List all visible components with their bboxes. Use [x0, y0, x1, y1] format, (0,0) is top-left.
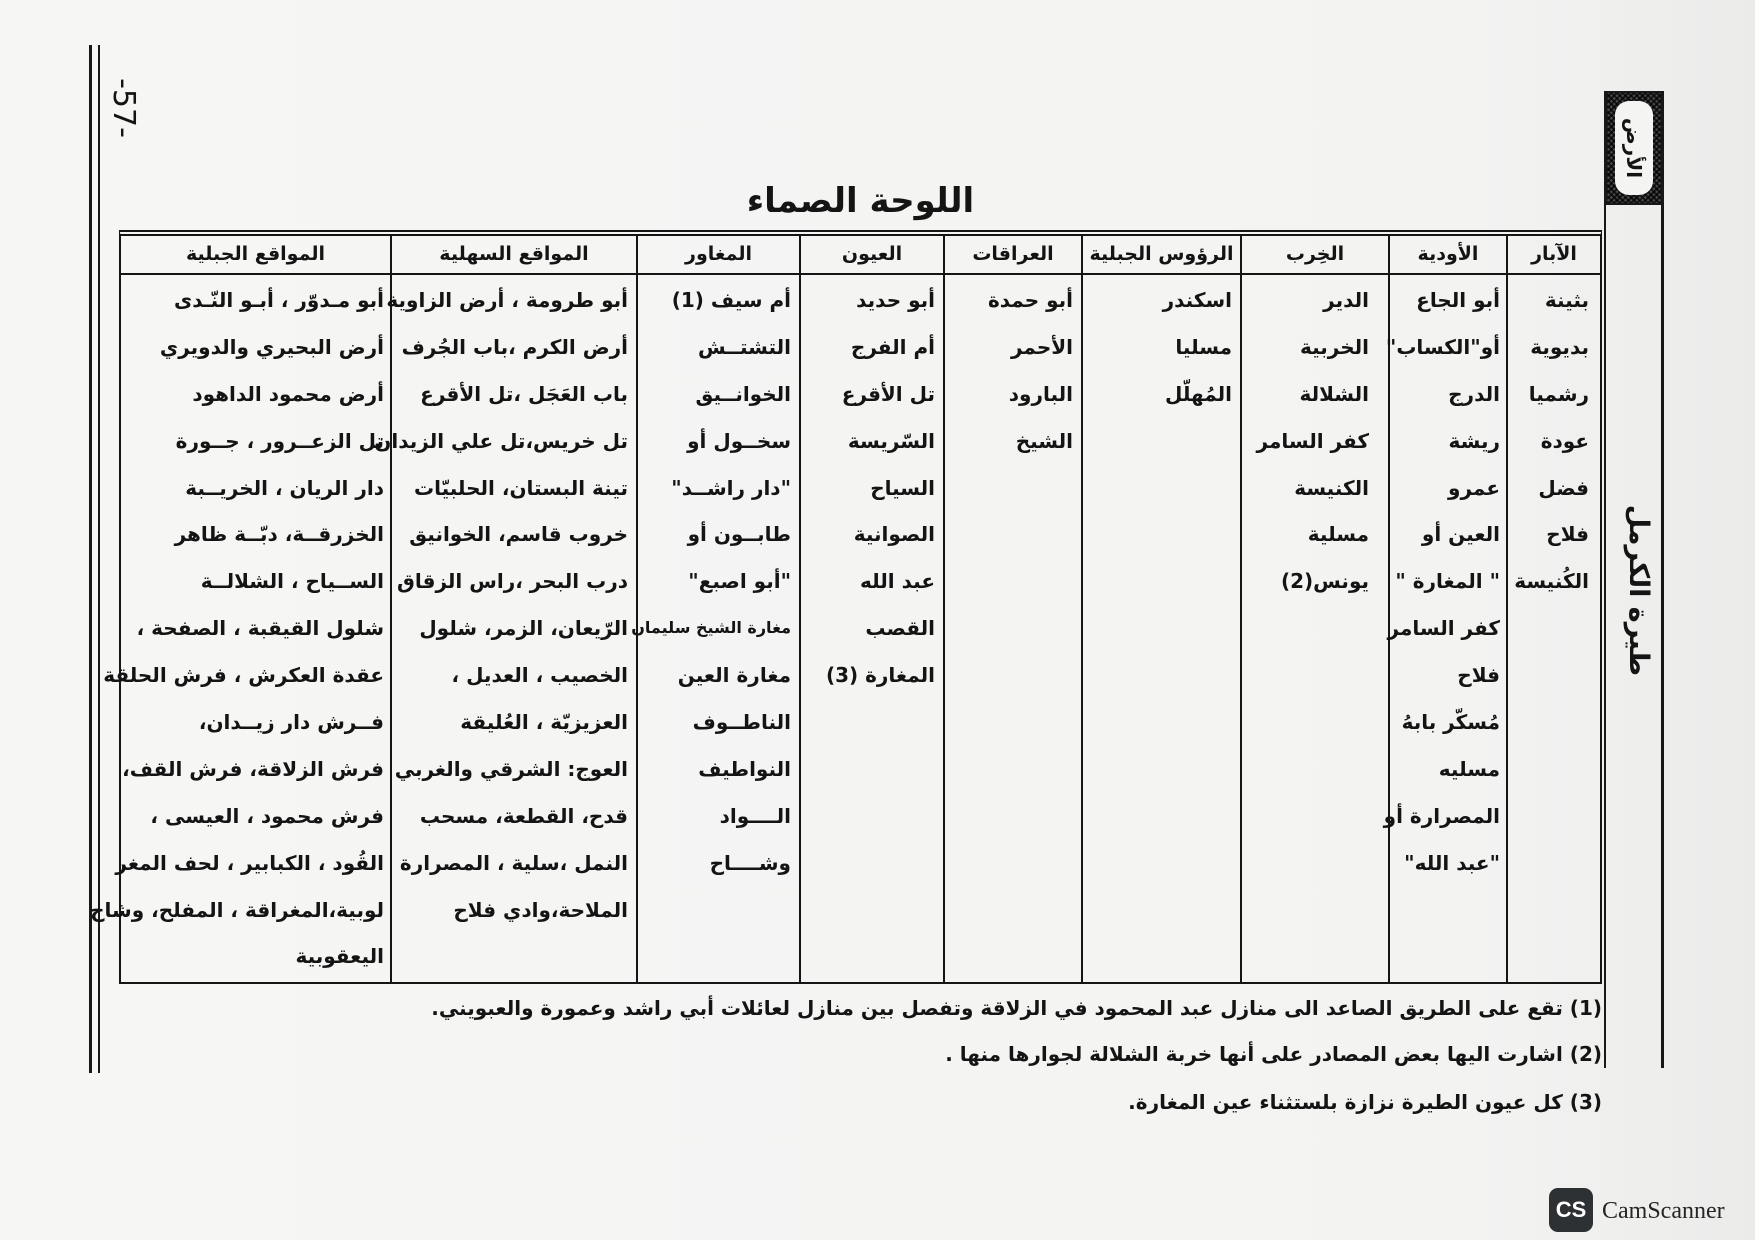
column-wells: [1506, 236, 1600, 982]
table-cell: مُسكّر بابهُ: [1401, 710, 1500, 735]
table-cell: السّريسة: [847, 428, 935, 453]
table-cell: الكُنيسة: [1514, 569, 1589, 594]
table-cell: أبو طرومة ، أرض الزاوية: [386, 288, 628, 312]
table-cell: أم سيف (1): [671, 288, 791, 312]
table-cell: "أبو اصبع": [688, 569, 791, 594]
table-cell: ريشة: [1448, 428, 1500, 453]
table-cell: أرض محمود الداهود: [192, 381, 384, 406]
table-cell: مسليه: [1438, 756, 1500, 781]
table-cell: أو"الكساب": [1385, 334, 1500, 359]
table-cell: فرش محمود ، العيسى ،: [150, 803, 384, 828]
table-cell: الشلالة: [1299, 381, 1369, 406]
table-cell: تل الأقرع: [841, 381, 935, 406]
table-cell: تينة البستان، الحلبيّات: [414, 475, 628, 500]
table-cell: يونس(2): [1280, 569, 1369, 594]
table-cell: الشيخ: [1015, 428, 1073, 453]
table-cell: الناطــوف: [692, 710, 791, 735]
table-cell: تل خريس،تل علي الزيدان: [374, 428, 628, 453]
column-header: الآبار: [1508, 236, 1600, 275]
table-cell: "عبد الله": [1404, 850, 1500, 875]
chapter-tab: [1605, 91, 1663, 205]
footnote-3: (3) كل عيون الطيرة نزازة بلستثناء عين المغارة.: [1128, 1090, 1602, 1114]
chapter-tab-pill: [1615, 101, 1653, 195]
table-cell: الــــواد: [719, 803, 791, 828]
table-cell: مسليا: [1175, 334, 1232, 359]
table-cell: تل الزعــرور ، جــورة: [175, 428, 384, 453]
column-header: العيون: [801, 236, 943, 275]
column-header: الخِرب: [1242, 236, 1388, 275]
table-cell: الرّيعان، الزمر، شلول: [419, 616, 628, 641]
table-cell: خروب قاسم، الخوانيق: [409, 522, 628, 547]
column-header: المواقع الجبلية: [121, 236, 390, 275]
table-cell: التشتــش: [698, 334, 791, 359]
table-cell: الملاحة،وادي فلاح: [453, 897, 628, 922]
table-cell: فلاح: [1457, 663, 1500, 688]
table-cell: النواطيف: [698, 756, 791, 781]
table-cell: وشــــاح: [709, 850, 791, 875]
camscanner-logo-icon: CS: [1549, 1188, 1593, 1232]
table-cell: بديوية: [1530, 334, 1589, 359]
table-cell: دار الريان ، الخريــبة: [185, 475, 384, 500]
column-mountain-sites: [90, 236, 390, 982]
table-cell: عبد الله: [860, 569, 935, 594]
table-cell: فلاح: [1546, 522, 1589, 547]
table-cell: عمرو: [1448, 475, 1500, 500]
table-cell: رشميا: [1528, 381, 1589, 406]
table-cell: طابــون أو: [687, 522, 791, 547]
table-cell: اسكندر: [1162, 288, 1232, 312]
table-cell: مغارة العين: [677, 663, 791, 688]
table-cell: مغارة الشيخ سليمان: [631, 618, 791, 638]
table-cell: أرض البحيري والدويري: [159, 334, 384, 359]
right-margin-rule-outer: [1661, 91, 1664, 1068]
table-cell: العوج: الشرقي والغربي: [394, 756, 628, 781]
camscanner-watermark-text: CamScanner: [1602, 1198, 1725, 1224]
column-iraqat: [943, 236, 1081, 982]
table-cell: فــرش دار زيــدان،: [198, 710, 384, 735]
table-cell: سخــول أو: [687, 428, 791, 453]
table-cell: الخزرقــة، دبّــة ظاهر: [174, 522, 384, 547]
table-cell: أبو حمدة: [987, 288, 1073, 312]
page-title: اللوحة الصماء: [746, 181, 975, 221]
column-header: الرؤوس الجبلية: [1083, 236, 1240, 275]
page-number: -57-: [106, 78, 141, 138]
column-plain-sites: [374, 236, 636, 982]
table-cell: القصب: [865, 616, 935, 641]
table-cell: الكنيسة: [1294, 475, 1369, 500]
footnote-1: (1) تقع على الطريق الصاعد الى منازل عبد المحمود في الزلاقة وتفصل بين منازل لعائلات أبي راشد وعمورة والعبويني.: [431, 996, 1602, 1020]
table-cell: كفر السامر: [1256, 428, 1369, 453]
table-cell: أبو حديد: [856, 288, 935, 312]
table-cell: مسلية: [1307, 522, 1369, 547]
table-cell: باب العَجَل ،تل الأقرع: [420, 381, 628, 406]
table-cell: بثينة: [1544, 288, 1589, 312]
table-cell: قدح، القطعة، مسحب: [419, 803, 628, 828]
table-cell: النمل ،سلية ، المصرارة: [399, 850, 628, 875]
table-cell: "دار راشــد": [671, 475, 791, 500]
table-cell: فضل: [1538, 475, 1589, 500]
table-cell: أبو مـدوّر ، أبـو النّـدى: [173, 288, 384, 312]
table-cell: السياح: [870, 475, 935, 500]
column-springs: [799, 236, 943, 982]
table-cell: عقدة العكرش ، فرش الحلقة: [103, 663, 384, 688]
column-header: المواقع السهلية: [392, 236, 636, 275]
table-cell: الدير: [1323, 288, 1369, 312]
table-cell: لوبية،المغراقة ، المفلح، وشاح: [90, 897, 384, 922]
column-mountain-peaks: [1081, 236, 1240, 982]
table-cell: المُهلّل: [1165, 381, 1232, 406]
table-cell: كفر السامر: [1387, 616, 1500, 641]
table-cell: المغارة (3): [825, 663, 935, 688]
side-section-label: طيرة الكرمل: [1623, 504, 1654, 676]
sites-table: [90, 230, 1602, 984]
table-cell: الســياح ، الشلالــة: [200, 569, 384, 594]
column-valleys: [1383, 236, 1506, 982]
table-cell: العزيزيّة ، العُليقة: [460, 710, 628, 735]
column-header: العراقات: [945, 236, 1081, 275]
table-cell: أم الفرج: [850, 334, 935, 359]
table-cell: البارود: [1008, 381, 1073, 406]
table-cell: " المغارة ": [1395, 569, 1500, 594]
table-cell: اليعقوبية: [295, 944, 384, 969]
table-cell: القُود ، الكبابير ، لحف المغر: [115, 850, 384, 875]
right-margin-rule-inner: [1604, 91, 1606, 1068]
column-header: الأودية: [1390, 236, 1506, 275]
table-cell: أبو الجاع: [1416, 288, 1500, 312]
table-cell: العين أو: [1421, 522, 1500, 547]
table-cell: فرش الزلاقة، فرش القف،: [122, 756, 384, 781]
table-cell: الصوانية: [853, 522, 935, 547]
table-cell: المصرارة أو: [1383, 803, 1500, 828]
table-cell: الخربية: [1299, 334, 1369, 359]
table-cell: الخوانــيق: [695, 381, 791, 406]
table-cell: عودة: [1540, 428, 1589, 453]
chapter-tab-label: الأرض: [1622, 117, 1646, 179]
table-cell: الأحمر: [1010, 334, 1073, 359]
table-cell: أرض الكرم ،باب الجُرف: [401, 334, 628, 359]
footnote-2: (2) اشارت اليها بعض المصادر على أنها خربة الشلالة لجوارها منها .: [945, 1042, 1602, 1066]
column-caves: [631, 236, 799, 982]
table-cell: شلول القيقبة ، الصفحة ،: [136, 616, 384, 641]
column-header: المغاور: [638, 236, 799, 275]
table-cell: درب البحر ،راس الزقاق: [396, 569, 628, 594]
table-cell: الدرج: [1448, 381, 1500, 406]
column-ruins: [1240, 236, 1388, 982]
table-cell: الخصيب ، العديل ،: [451, 663, 628, 688]
